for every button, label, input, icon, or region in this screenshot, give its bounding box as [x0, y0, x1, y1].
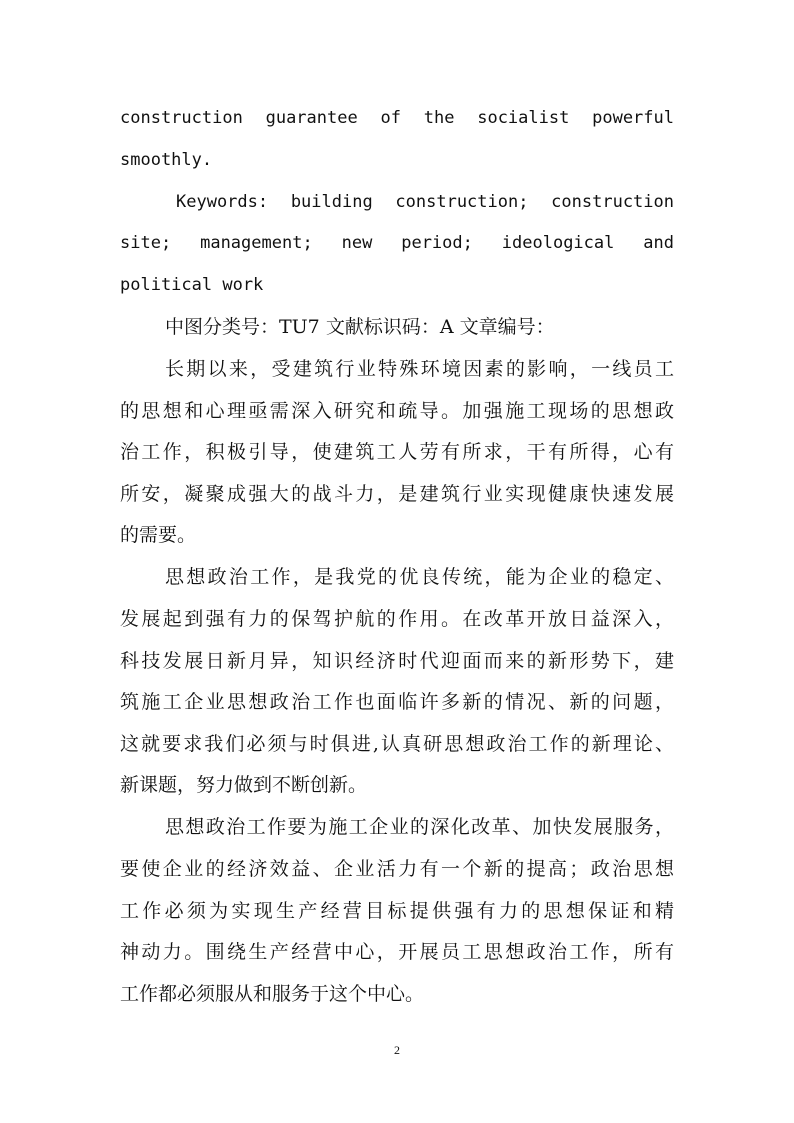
paragraph-1-line-4: 所安，凝聚成强大的战斗力，是建筑行业实现健康快速发展: [120, 483, 674, 505]
keywords-line-2: site; management; new period; ideological and: [120, 233, 674, 253]
paragraph-3-line-5: 工作都必须服从和服务于这个中心。: [120, 983, 425, 1005]
paragraph-2-line-4: 筑施工企业思想政治工作也面临许多新的情况、新的问题，: [120, 691, 674, 713]
paragraph-3-line-2: 要使企业的经济效益、企业活力有一个新的提高；政治思想: [120, 858, 674, 880]
page-number: 2: [394, 1043, 400, 1057]
paragraph-2-line-3: 科技发展日新月异，知识经济时代迎面而来的新形势下，建: [120, 650, 674, 672]
paragraph-3-line-1: 思想政治工作要为施工企业的深化改革、加快发展服务，: [165, 816, 674, 838]
paragraph-3-line-3: 工作必须为实现生产经营目标提供强有力的思想保证和精: [120, 900, 674, 922]
paragraph-2-line-6: 新课题，努力做到不断创新。: [120, 774, 368, 796]
paragraph-2-line-5: 这就要求我们必须与时俱进,认真研思想政治工作的新理论、: [120, 733, 674, 755]
paragraph-2-line-2: 发展起到强有力的保驾护航的作用。在改革开放日益深入，: [120, 608, 674, 630]
paragraph-1-line-5: 的需要。: [120, 524, 197, 546]
paragraph-1-line-1: 长期以来，受建筑行业特殊环境因素的影响，一线员工: [165, 358, 674, 380]
paragraph-3-line-4: 神动力。围绕生产经营中心，开展员工思想政治工作，所有: [120, 941, 674, 963]
keywords-line-1: Keywords: building construction; construction: [176, 192, 674, 212]
paragraph-1-line-3: 治工作，积极引导，使建筑工人劳有所求，干有所得，心有: [120, 441, 674, 463]
abstract-line-1: construction guarantee of the socialist powerful: [120, 108, 674, 128]
abstract-line-2: smoothly.: [120, 150, 213, 170]
classification-line: 中图分类号：TU7 文献标识码：A 文章编号：: [165, 316, 555, 338]
paragraph-1-line-2: 的思想和心理亟需深入研究和疏导。加强施工现场的思想政: [120, 400, 674, 422]
paragraph-2-line-1: 思想政治工作，是我党的优良传统，能为企业的稳定、: [165, 566, 674, 588]
keywords-line-3: political work: [120, 275, 264, 295]
